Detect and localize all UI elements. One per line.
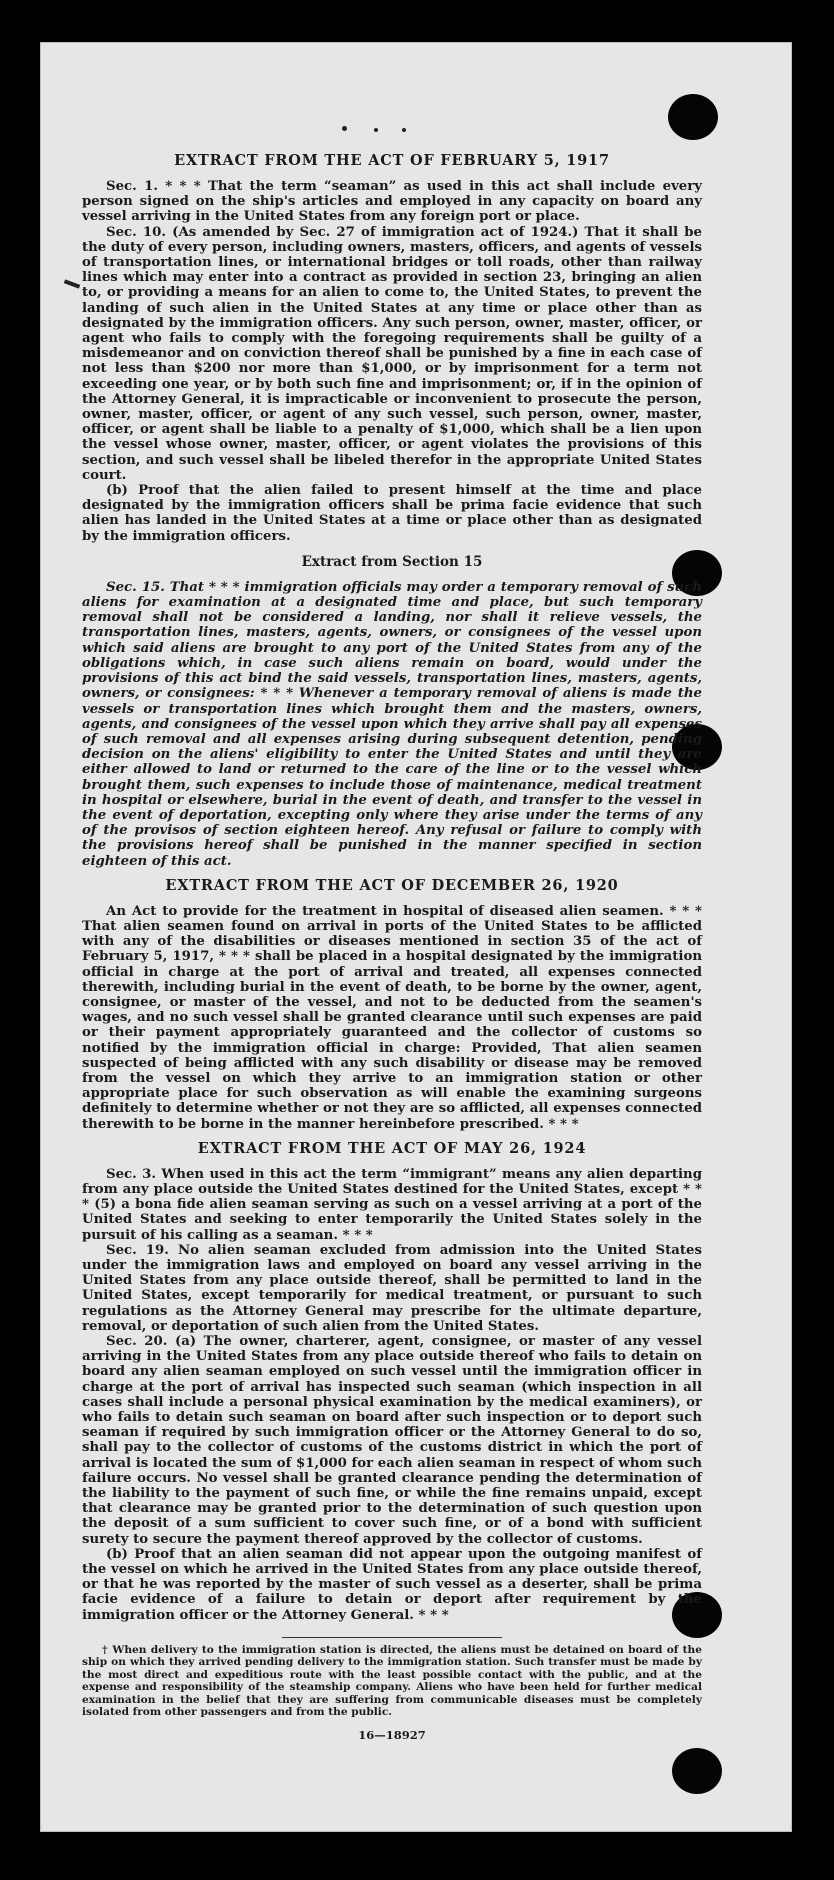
punch-hole	[668, 94, 718, 140]
stray-mark	[64, 279, 80, 288]
document-body	[82, 152, 702, 1742]
paragraph-sec1: Sec. 1. * * * That the term “seaman” as used in this act shall include every person signed on the ship's articles and employed in any capacity on board any vessel arriving in the United States from any foreign port or place.	[82, 179, 702, 225]
heading-act-1917: EXTRACT FROM THE ACT OF FEBRUARY 5, 1917	[174, 152, 610, 169]
paragraph-sec10b: (b) Proof that the alien failed to present himself at the time and place designated by the immigration officers shall be prima facie evidence that such alien has landed in the United States at a time or place other than as designated by the immigration officers.	[82, 483, 702, 544]
punch-hole	[672, 1748, 722, 1794]
stray-mark	[342, 126, 347, 131]
document-page	[40, 42, 792, 1832]
heading-act-1924: EXTRACT FROM THE ACT OF MAY 26, 1924	[197, 1139, 587, 1157]
paragraph-sec20b: (b) Proof that an alien seaman did not appear upon the outgoing manifest of the vessel on which he arrived in the United States from any place outside thereof, or that he was reported by the master of such vessel as a deserter, shall be prima facie evidence of a failure to detain or deport after requirement by the immigration officer or the Attorney General. * * *	[82, 1546, 702, 1623]
paragraph-sec19: Sec. 19. No alien seaman excluded from admission into the United States under the immigration laws and employed on board any vessel arriving in the United States from any place outside thereof, shall be permitted to land in the United States, except temporarily for medical treatment, or pursuant to such regulations as the Attorney General may prescribe for the ultimate departure, removal, or deportation of such alien from the United States.	[82, 1242, 702, 1334]
print-code: 16—18927	[358, 1728, 426, 1743]
paragraph-sec10: Sec. 10. (As amended by Sec. 27 of immigration act of 1924.) That it shall be the duty of every person, including owners, masters, officers, and agents of vessels of transportation lines, or international bridges or toll roads, other than railway lines which may enter into a contract as provided in section 23, bringing an alien to, or providing a means for an alien to come to, the United States, to prevent the landing of such alien in the United States at any time or place other than as designated by the immigration officers. Any such person, owner, master, officer, or agent who fails to comply with the foregoing requirements shall be guilty of a misdemeanor and on conviction thereof shall be punished by a fine in each case of not less than $200 nor more than $1,000, or by imprisonment for a term not exceeding one year, or by both such fine and imprisonment; or, if in the opinion of the Attorney General, it is impracticable or inconvenient to prosecute the person, owner, master, officer, or agent of any such vessel, such person, owner, master, officer, or agent shall be liable to a penalty of $1,000, which shall be a lien upon the vessel whose owner, master, officer, or agent violates the provisions of this section, and such vessel shall be libeled therefor in the appropriate United States court.	[82, 224, 702, 483]
paragraph-sec20a: Sec. 20. (a) The owner, charterer, agent, consignee, or master of any vessel arriving in the United States from any place outside thereof who fails to detain on board any alien seaman employed on such vessel until the immigration officer in charge at the port of arrival has inspected such seaman (which inspection in all cases shall include a personal physical examination by the medical examiners), or who fails to detain such seaman on board after such inspection or to deport such seaman if required by such immigration officer or the Attorney General to do so, shall pay to the collector of customs of the customs district in which the port of arrival is located the sum of $1,000 for each alien seaman in respect of whom such failure occurs. No vessel shall be granted clearance pending the determination of the liability to the payment of such fine, or while the fine remains unpaid, except that clearance may be granted prior to the determination of such question upon the deposit of a sum sufficient to cover such fine, or of a bond with sufficient surety to secure the payment thereof approved by the collector of customs.	[82, 1334, 702, 1547]
footnote: † When delivery to the immigration station is directed, the aliens must be detained on board of the ship on which they arrived pending delivery to the immigration station. Such transfer must be made by the most direct and expeditious route with the least possible contact with the public, and at the expense and responsibility of the steamship company. Aliens who have been held for further medical examination in the belief that they are suffering from communicable diseases must be completely isolated from other passengers and from the public.	[82, 1643, 702, 1718]
stray-mark	[374, 128, 378, 132]
paragraph-act-1920: An Act to provide for the treatment in hospital of diseased alien seamen. * * * That alien seamen found on arrival in ports of the United States to be afflicted with any of the disabilities or diseases mentioned in section 35 of the act of February 5, 1917, * * * shall be placed in a hospital designated by the immigration official in charge at the port of arrival and treated, all expenses connected therewith, including burial in the event of death, to be borne by the owner, agent, consignee, or master of the vessel, and not to be deducted from the seamen's wages, and no such vessel shall be granted clearance until such expenses are paid or their payment appropriately guaranteed and the collector of customs so notified by the immigration official in charge: Provided, That alien seamen suspected of being afflicted with any such disability or disease may be removed from the vessel on which they arrive to an immigration station or other appropriate place for such observation as will enable the examining surgeons definitely to determine whether or not they are so afflicted, all expenses connected therewith to be borne in the manner hereinbefore prescribed. * * *	[82, 903, 702, 1132]
paragraph-sec15: Sec. 15. That * * * immigration officials may order a temporary removal of such aliens for examination at a designated time and place, but such temporary removal shall not be considered a landing, nor shall it relieve vessels, the transportation lines, masters, agents, owners, or consignees of the vessel upon which said aliens are brought to any port of the United States from any of the obligations which, in case such aliens remain on board, would under the provisions of this act bind the said vessels, transportation lines, masters, agents, owners, or consignees: * * * Whenever a temporary removal of aliens is made the vessels or transportation lines which brought them and the masters, owners, agents, and consignees of the vessel upon which they arrive shall pay all expenses of such removal and all expenses arising during subsequent detention, pending decision on the aliens' eligibility to enter the United States and until they are either allowed to land or returned to the care of the line or to the vessel which brought them, such expenses to include those of maintenance, medical treatment in hospital or elsewhere, burial in the event of death, and transfer to the vessel in the event of deportation, excepting only where they arise under the terms of any of the provisos of section eighteen hereof. Any refusal or failure to comply with the provisions hereof shall be punished in the manner specified in section eighteen of this act.	[82, 579, 702, 869]
footnote-divider	[282, 1637, 502, 1638]
heading-act-1920: EXTRACT FROM THE ACT OF DECEMBER 26, 1920	[165, 876, 619, 894]
stray-mark	[402, 128, 406, 132]
heading-section-15: Extract from Section 15	[301, 553, 483, 570]
paragraph-sec3: Sec. 3. When used in this act the term “immigrant” means any alien departing from any place outside the United States destined for the United States, except * * * (5) a bona fide alien seaman serving as such on a vessel arriving at a port of the United States and seeking to enter temporarily the United States solely in the pursuit of his calling as a seaman. * * *	[82, 1166, 702, 1243]
